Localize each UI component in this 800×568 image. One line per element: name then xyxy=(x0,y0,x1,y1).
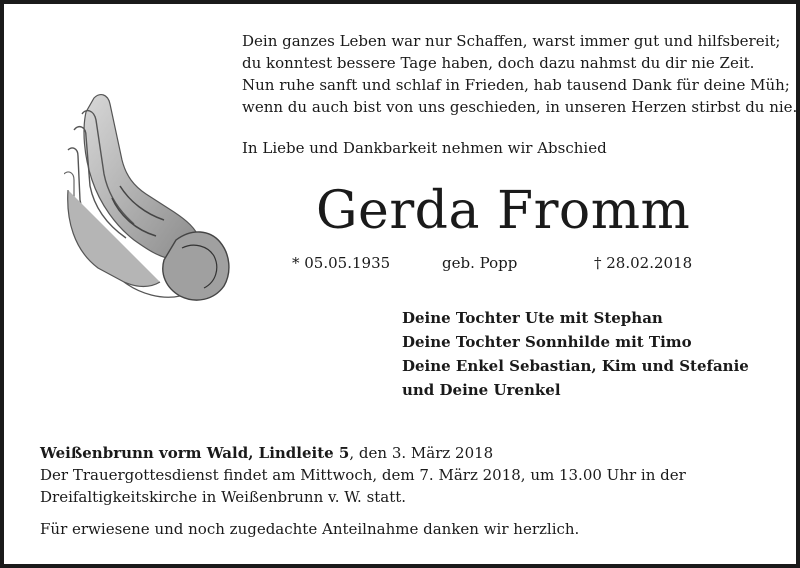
poem-line: Dein ganzes Leben war nur Schaffen, warst immer gut und hilfsbereit; xyxy=(242,32,781,50)
death-date: † 28.02.2018 xyxy=(594,254,693,272)
mourner-line: Deine Tochter Sonnhilde mit Timo xyxy=(402,333,692,351)
poem-line: Nun ruhe sanft und schlaf in Frieden, hab tausend Dank für deine Müh; xyxy=(242,76,790,94)
mourner-line: und Deine Urenkel xyxy=(402,381,561,399)
poem-line: du konntest bessere Tage haben, doch dazu nahmst du dir nie Zeit. xyxy=(242,54,755,72)
footer xyxy=(40,442,780,540)
thanks-text: Für erwiesene und noch zugedachte Anteilnahme danken wir herzlich. xyxy=(40,520,580,538)
place-date-line xyxy=(40,442,780,464)
service-line: Dreifaltigkeitskirche in Weißenbrunn v. W. statt. xyxy=(40,488,407,506)
poem-line: wenn du auch bist von uns geschieden, in unseren Herzen stirbst du nie. xyxy=(242,98,798,116)
poem xyxy=(242,30,798,118)
deceased-name: Gerda Fromm xyxy=(316,181,691,241)
address: Weißenbrunn vorm Wald, Lindleite 5 xyxy=(40,444,350,462)
mourner-line: Deine Enkel Sebastian, Kim und Stefanie xyxy=(402,357,749,375)
mourners-list xyxy=(402,306,749,402)
maiden-name: geb. Popp xyxy=(442,254,518,272)
date-text: , den 3. März 2018 xyxy=(349,444,494,462)
mourner-line: Deine Tochter Ute mit Stephan xyxy=(402,309,663,327)
farewell-text: In Liebe und Dankbarkeit nehmen wir Abschied xyxy=(242,139,607,157)
service-line: Der Trauergottesdienst findet am Mittwoch, dem 7. März 2018, um 13.00 Uhr in der xyxy=(40,466,686,484)
praying-hands-icon xyxy=(64,90,234,306)
birth-date: * 05.05.1935 xyxy=(292,254,391,272)
service-info xyxy=(40,464,780,508)
